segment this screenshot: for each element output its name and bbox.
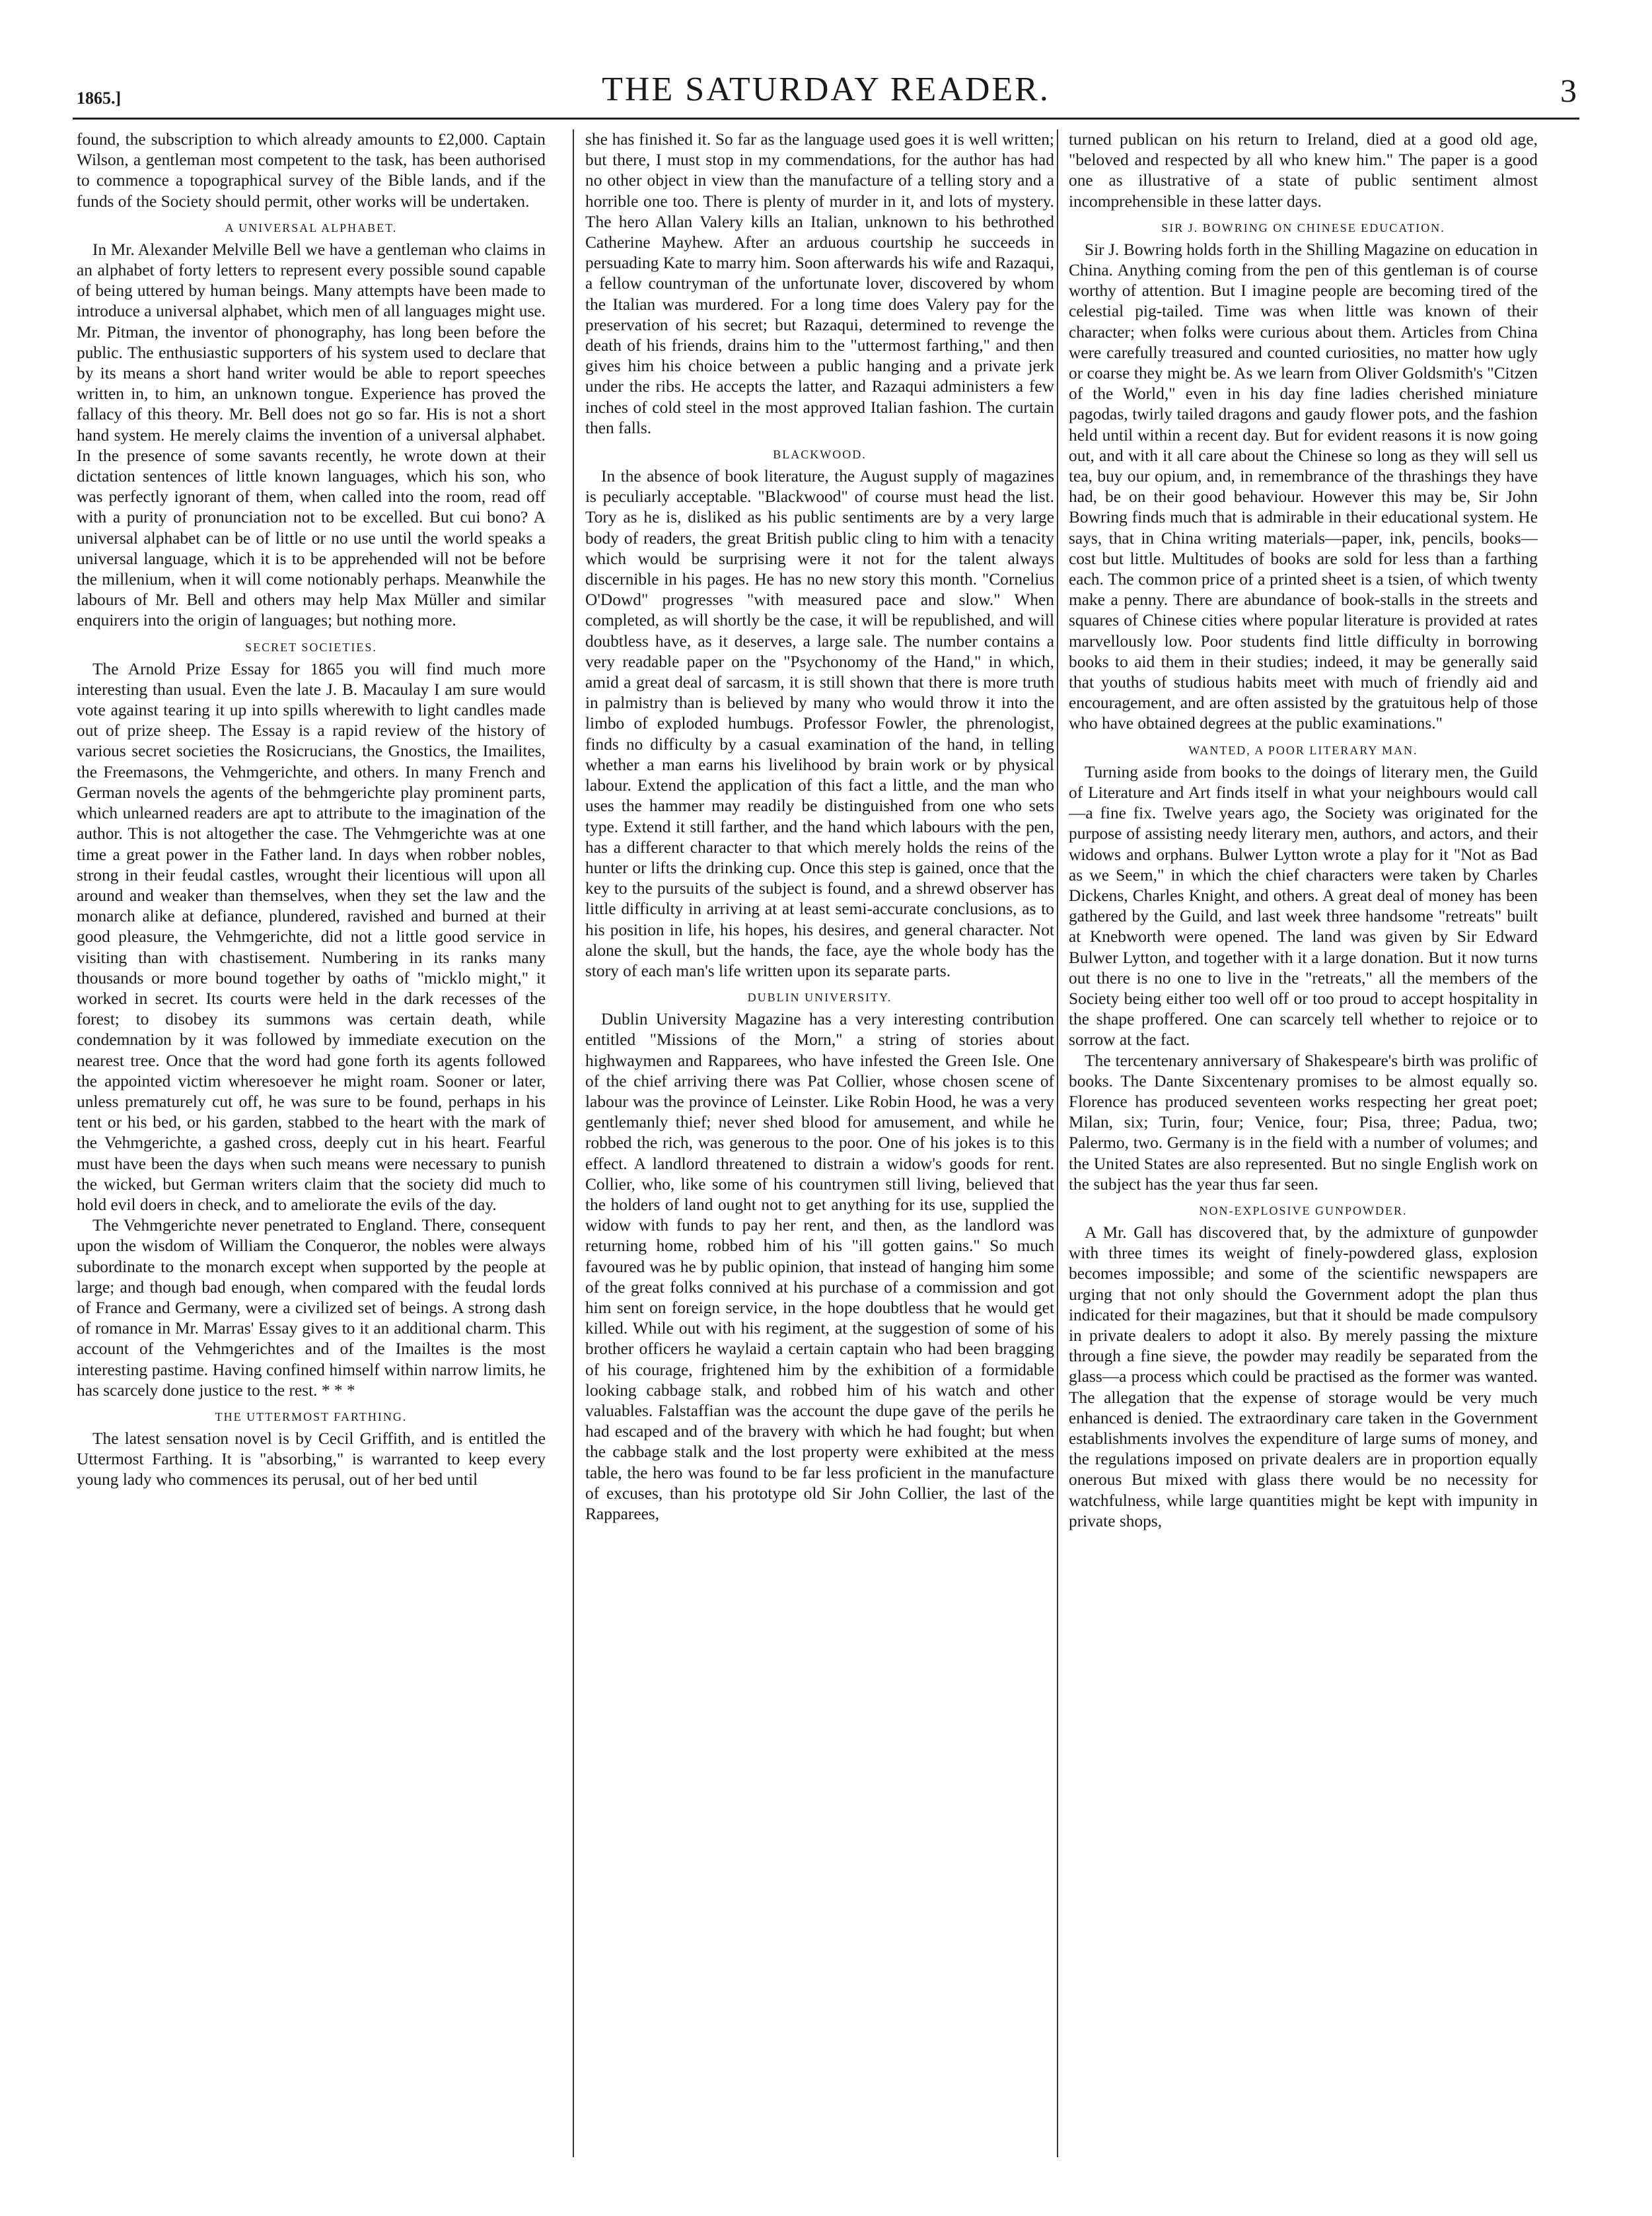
article-paragraph: The Vehmgerichte never penetrated to England. There, consequent upon the wisdom of William the Conqueror, the nobles were always subordinate to the monarch except when supported by the people at large; and though bad enough, when compared with the feudal lords of France and Germany, were a civilized set of beings. A strong dash of romance in Mr. Marras' Essay gives to it an additional charm. This account of the Vehmgerichtes and of the Imailtes is the most interesting pastime. Having confined himself within narrow limits, he has scarcely done justice to the rest. * * * xyxy=(77,1216,546,1400)
section-heading: DUBLIN UNIVERSITY. xyxy=(747,991,892,1005)
page-header xyxy=(73,62,1579,122)
section-heading: SIR J. BOWRING ON CHINESE EDUCATION. xyxy=(1161,221,1445,234)
section-heading: WANTED, A POOR LITERARY MAN. xyxy=(1188,743,1418,757)
article-paragraph: Sir J. Bowring holds forth in the Shilling Magazine on education in China. Anything coming from the pen of this gentleman is of course worthy of attention. But I imagine people are becoming tired of the celestial pig-tailed. Time was when little was known of their character; when folks were curious about them. Articles from China were carefully treasured and counted curiosities, no matter how ugly or coarse they might be. As we learn from Oliver Goldsmith's "Citzen of the World," even in his day fine ladies cherished miniature pagodas, twirly tailed dragons and gaudy flower pots, and the fashion held until within a recent day. But for evident reasons it is now going out, and with it all care about the Chinese so long as they will sell us tea, buy our opium, and, in remembrance of the thrashings they have had, be on their good behaviour. However this may be, Sir John Bowring finds much that is admirable in their educational system. He says, that in China writing materials—paper, ink, pencils, books—cost but little. Multitudes of books are sold for less than a farthing each. The common price of a printed sheet is a tsien, of which twenty make a penny. There are abundance of book-stalls in the streets and squares of Chinese cities where popular literature is provided at rates marvellously low. Poor students find little difficulty in borrowing books to aid them in their studies; indeed, it may be generally said that youths of studious habits meet with much of friendly aid and encouragement, and are often assisted by the gratuitous help of those who have obtained degrees at the public examinations." xyxy=(1069,240,1538,733)
article-paragraph: turned publican on his return to Ireland, died at a good old age, "beloved and respected by all who knew him." The paper is a good one as illustrative of a state of public sentiment almost incomprehensible in these latter days. xyxy=(1069,130,1538,211)
page-number: 3 xyxy=(1560,72,1577,109)
page-footer xyxy=(73,2173,1579,2199)
header-year: 1865.] xyxy=(77,89,122,108)
header-rule xyxy=(73,118,1579,120)
article-paragraph: A Mr. Gall has discovered that, by the admixture of gunpowder with three times its weight of finely-powdered glass, explosion becomes impossible; and some of the scientific newspapers are urging that not only should the Government adopt the plan thus indicated for their magazines, but that it should be made compulsory in private dealers to adopt it also. By merely passing the mixture through a fine sieve, the powder may readily be separated from the glass—a process which could be practised as the former was wanted. The allegation that the expense of storage would be very much enhanced is denied. The extraordinary care taken in the Government establishments involves the expenditure of large sums of money, and the regulations imposed on private dealers are in proportion equally onerous But mixed with glass there would be no necessity for watchfulness, while large quantities might be kept with impunity in private shops, xyxy=(1069,1223,1538,1530)
masthead-title: THE SATURDAY READER. xyxy=(602,71,1050,108)
column-3 xyxy=(1069,129,1538,2157)
article-paragraph: The tercentenary anniversary of Shakespeare's birth was prolific of books. The Dante Sixcentenary promises to be almost equally so. Florence has produced seventeen works respecting her great poet; Milan, six; Turin, four; Venice, four; Pisa, three; Padua, two; Palermo, two. Germany is in the field with a number of volumes; and the United States are also represented. But no single English work on the subject has the year thus far seen. xyxy=(1069,1051,1538,1194)
article-paragraph: found, the subscription to which already amounts to £2,000. Captain Wilson, a gentleman most competent to the task, has been authorised to commence a topographical survey of the Bible lands, and if the funds of the Society should permit, other works will be undertaken. xyxy=(77,130,546,211)
column-2 xyxy=(585,129,1054,2157)
column-divider xyxy=(1057,129,1058,2157)
article-paragraph: The Arnold Prize Essay for 1865 you will find much more interesting than usual. Even the late J. B. Macaulay I am sure would vote against tearing it up into spills wherewith to light candles made out of prize sheep. The Essay is a rapid review of the history of various secret societies the Rosicrucians, the Gnostics, the Imailites, the Freemasons, the Vehmgerichte, and others. In many French and German novels the agents of the behmgerichte play prominent parts, which unlearned readers are apt to attribute to the imagination of the author. This is not altogether the case. The Vehmgerichte was at one time a great power in the Father land. In days when robber nobles, strong in their feudal castles, wrought their licentious will upon all around and weaker than themselves, when they set the law and the monarch alike at defiance, plundered, ravished and burned at their good pleasure, the Vehmgerichte, did not a little good service in visiting than with chastisement. Numbering in its ranks many thousands or more bound together by oaths of "micklo might," it worked in secret. Its courts were held in the dark recesses of the forest; to disobey its summons was certain death, while condemnation by it was followed by immediate execution on the nearest tree. Once that the word had gone forth its agents followed the appointed victim wheresoever he might roam. Sooner or later, unless prematurely cut off, he was sure to be found, perhaps in his tent or his bed, or his garden, stabbed to the heart with the mark of the Vehmgerichte, a gashed cross, deeply cut in his heart. Fearful must have been the days when such means were necessary to punish the wicked, but German writers claim that the society did much to hold evil doers in check, and to ameliorate the evils of the day. xyxy=(77,659,546,1214)
article-paragraph: Dublin University Magazine has a very interesting contribution entitled "Missions of the Morn," a string of stories about highwaymen and Rapparees, who have infested the Green Isle. One of the chief arriving there was Pat Collier, whose chosen scene of labour was the province of Leinster. Like Robin Hood, he was a very gentlemanly thief; never shed blood for amusement, and while he robbed the rich, was generous to the poor. One of his jokes is to this effect. A landlord threatened to distrain a widow's goods for rent. Collier, who, like some of his countrymen still living, believed that the holders of land ought not to get anything for its use, supplied the widow with funds to pay her rent, and then, as the landlord was returning home, robbed him of his "ill gotten gains." So much favoured was he by public opinion, that instead of hanging him some of the great folks connived at his purchase of a commission and got him sent on foreign service, in the hope doubtless that he would get killed. While out with his regiment, at the suggestion of some of his brother officers he waylaid a certain captain who had been bragging of his courage, frightened him by the exhibition of a formidable looking cabbage stalk, and robbed him of his watch and other valuables. Falstaffian was the account the dupe gave of the perils he had escaped and of the bravery with which he had fought; but when the cabbage stalk and the lost property were exhibited at the mess table, the hero was found to be far less proficient in the manufacture of excuses, than his prototype old Sir John Collier, the last of the Rapparees, xyxy=(585,1010,1054,1523)
article-paragraph: In Mr. Alexander Melville Bell we have a gentleman who claims in an alphabet of forty letters to represent every possible sound capable of being uttered by human beings. Many attempts have been made to introduce a universal alphabet, which men of all languages might use. Mr. Pitman, the inventor of phonography, has long been before the public. The enthusiastic supporters of his system used to declare that by its means a short hand writer would be able to report speeches written in, to him, an unknown tongue. Experience has proved the fallacy of this theory. Mr. Bell does not go so far. His is not a short hand system. He merely claims the invention of a universal alphabet. In the presence of some savants recently, he wrote down at their dictation sentences of little known languages, which his son, who was perfectly ignorant of them, when called into the room, read off with a purity of pronunciation not to be excelled. But cui bono? A universal alphabet can be of little or no use until the world speaks a universal language, which it is to be apprehended will not be before the millenium, when it will come notionably perhaps. Meanwhile the labours of Mr. Bell and others may help Max Müller and similar enquirers into the origin of languages; but nothing more. xyxy=(77,240,546,630)
section-heading: BLACKWOOD. xyxy=(773,448,867,462)
section-heading: NON-EXPLOSIVE GUNPOWDER. xyxy=(1199,1203,1408,1217)
article-paragraph: she has finished it. So far as the language used goes it is well written; but there, I must stop in my commendations, for the author has had no other object in view than the manufacture of a telling story and a horrible one too. There is plenty of murder in it, and lots of mystery. The hero Allan Valery kills an Italian, unknown to his bethrothed Catherine Mayhew. After an arduous courtship he succeeds in persuading Kate to marry him. Soon afterwards his wife and Razaqui, a fellow countryman of the unfortunate lover, discovered by whom the Italian was murdered. For a long time does Valery pay for the preservation of his secret; but Razaqui, determined to revenge the death of his friends, drains him to the "uttermost farthing," and then gives him his choice between a public hanging and a private jerk under the ribs. He accepts the latter, and Razaqui administers a few inches of cold steel in the most approved Italian fashion. The curtain then falls. xyxy=(585,130,1054,437)
section-heading: A UNIVERSAL ALPHABET. xyxy=(225,221,398,234)
article-paragraph: In the absence of book literature, the August supply of magazines is peculiarly acceptable. "Blackwood" of course must head the list. Tory as he is, disliked as his public sentiments are by a very large body of readers, the great British public cling to him with a tenacity which would be surprising were it not for the talent always discernible in his pages. He has no new story this month. "Cornelius O'Dowd" progresses "with measured pace and slow." When completed, as will shortly be the case, it will be republished, and will doubtless have, as it deserves, a large sale. The number contains a very readable paper on the "Psychonomy of the Hand," in which, amid a great deal of sarcasm, it is still shown that there is more truth in palmistry than is believed by many who would throw it into the limbo of exploded humbugs. Professor Fowler, the phrenologist, finds no difficulty by a casual examination of the hand, in telling whether a man earns his livelihood by brain work or by physical labour. Extend the application of this fact a little, and the man who uses the hammer may readily be distinguished from one who sets type. Extend it still farther, and the hand which labours with the pen, has a different character to that which merely holds the reins of the hunter or lifts the drinking cup. Once this step is gained, once that the key to the pursuits of the subject is found, and a shrewd observer has little difficulty in arriving at at least semi-accurate conclusions, as to his position in life, his hopes, his desires, and general character. Not alone the skull, but the hands, the face, aye the whole body has the story of each man's life written upon its separate parts. xyxy=(585,467,1054,980)
section-heading: SECRET SOCIETIES. xyxy=(245,640,377,654)
article-paragraph: The latest sensation novel is by Cecil Griffith, and is entitled the Uttermost Farthing. It is "absorbing," is warranted to keep every young lady who commences its perusal, out of her bed until xyxy=(77,1429,546,1489)
column-divider xyxy=(573,129,574,2157)
article-paragraph: Turning aside from books to the doings of literary men, the Guild of Literature and Art finds itself in what your neighbours would call—a fine fix. Twelve years ago, the Society was originated for the purpose of assisting needy literary men, authors, and actors, and their widows and orphans. Bulwer Lytton wrote a play for it "Not as Bad as we Seem," in which the chief characters were taken by Charles Dickens, Charles Knight, and others. A great deal of money has been gathered by the Guild, and last week three handsome "retreats" built at Knebworth were opened. The land was given by Sir Edward Bulwer Lytton, and together with it a large donation. But it now turns out there is no one to live in the "retreats," all the members of the Society being either too well off or too proud to accept hospitality in the shape proffered. One can scarcely tell whether to rejoice or to sorrow at the fact. xyxy=(1069,762,1538,1050)
column-1 xyxy=(77,129,546,2157)
section-heading: THE UTTERMOST FARTHING. xyxy=(215,1410,408,1423)
